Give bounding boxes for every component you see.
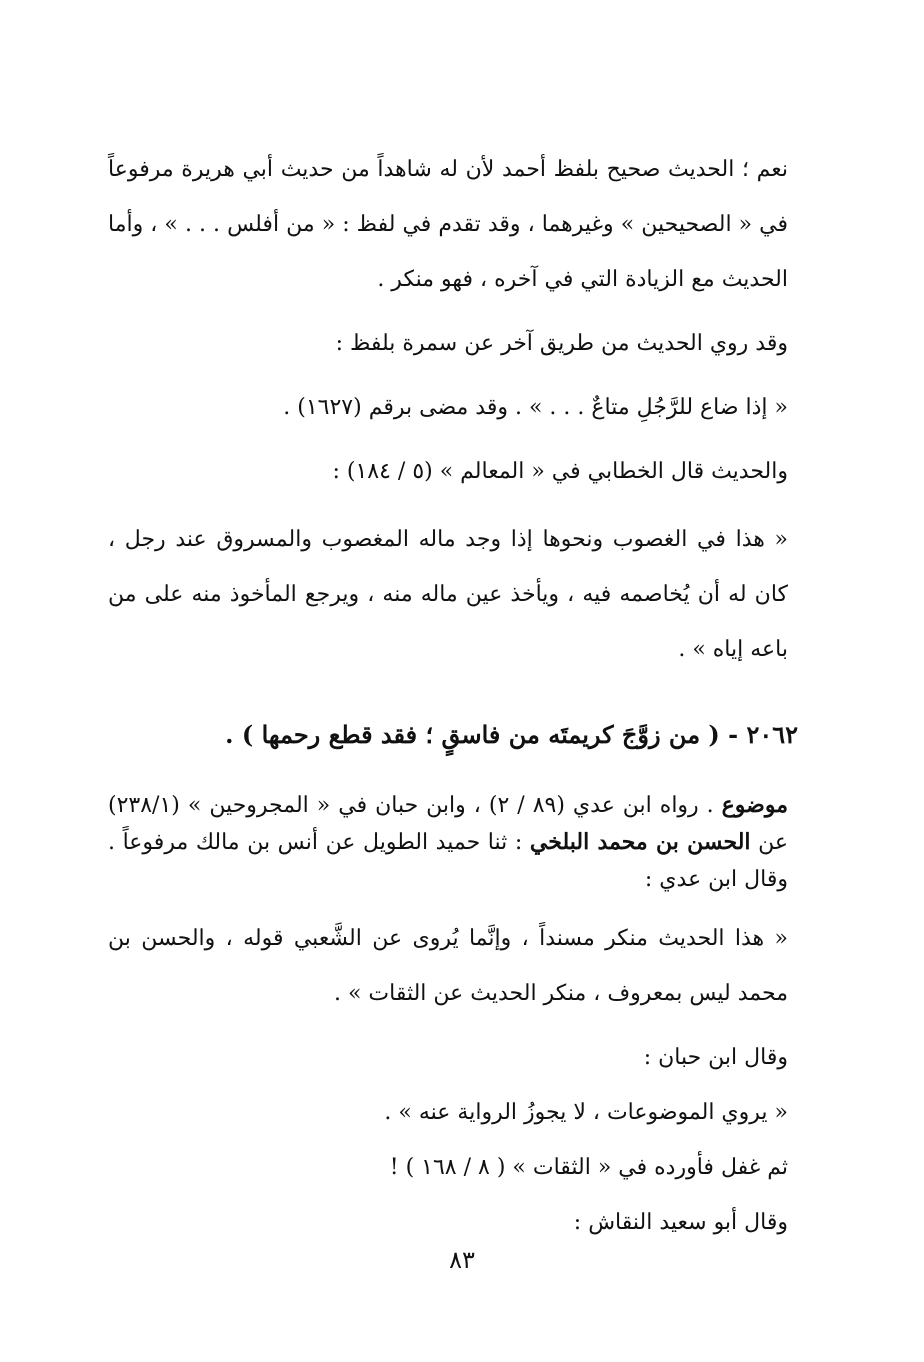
paragraph-samura-route: وقد روي الحديث من طريق آخر عن سمرة بلفظ : bbox=[335, 331, 788, 356]
quote-ibn-hibban: « يروي الموضوعات ، لا يجوزُ الرواية عنه » . bbox=[384, 1100, 788, 1125]
paragraph-quoted-hadith-1627: « إذا ضاع للرَّجُلِ متاعٌ . . . » . وقد مضى برقم (١٦٢٧) . bbox=[283, 395, 788, 420]
paragraph-khattabi-intro: والحديث قال الخطابي في « المعالم » (٥ / ١٨٤) : bbox=[332, 459, 788, 484]
hadith-takhrij-line1: . رواه ابن عدي (٨٩ / ٢) ، وابن حبان في « المجروحين » (٢٣٨/١) bbox=[108, 793, 714, 818]
hadith-narrator: الحسن بن محمد البلخي bbox=[529, 829, 751, 855]
page-number: ٨٣ bbox=[449, 1246, 475, 1274]
quote-ibn-adi: « هذا الحديث منكر مسنداً ، وإنَّما يُروى عن الشَّعبي قوله ، والحسن بن محمد ليس بمعروف ، منكر الحديث عن الثقات » . bbox=[108, 926, 788, 1006]
paragraph-hadith-sahih: نعم ؛ الحديث صحيح بلفظ أحمد لأن له شاهداً من حديث أبي هريرة مرفوعاً في « الصحيحين » وغيرهما ، وقد تقدم في لفظ : « من أفلس . . . » ، وأما الحديث مع الزيادة التي في آخره ، فهو منكر . bbox=[108, 157, 788, 292]
hadith-takhrij-line2: : ثنا حميد الطويل عن أنس بن مالك مرفوعاً . bbox=[108, 830, 523, 855]
page-body bbox=[108, 142, 846, 1250]
hadith-takhrij bbox=[108, 787, 846, 898]
hadith-title: ٢٠٦٢ - ( من زوَّجَ كريمتَه من فاسقٍ ؛ فقد قطع رحمها ) . bbox=[225, 720, 798, 749]
naqqash-intro: وقال أبو سعيد النقاش : bbox=[573, 1210, 788, 1235]
hadith-grade: موضوع bbox=[721, 792, 788, 818]
hadith-takhrij-line3: وقال ابن عدي : bbox=[644, 867, 788, 892]
paragraph-khattabi-quote: « هذا في الغصوب ونحوها إذا وجد ماله المغصوب والمسروق عند رجل ، كان له أن يُخاصمه فيه ، ويأخذ عين ماله منه ، ويرجع المأخوذ منه على من باعه إياه » . bbox=[108, 527, 788, 662]
hadith-takhrij-prefix: عن bbox=[758, 830, 789, 855]
ibn-hibban-intro: وقال ابن حبان : bbox=[643, 1045, 788, 1070]
ibn-hibban-thiqat-note: ثم غفل فأورده في « الثقات » ( ٨ / ١٦٨ ) ! bbox=[389, 1155, 788, 1180]
